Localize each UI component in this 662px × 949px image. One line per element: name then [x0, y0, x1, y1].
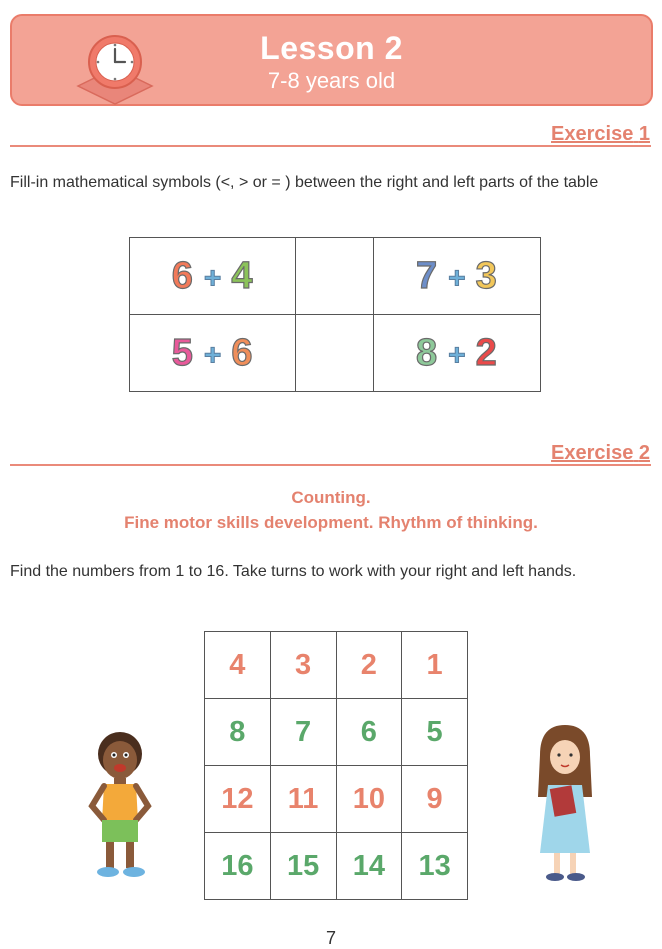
grid-cell[interactable]: 5 [402, 699, 468, 766]
grid-cell[interactable]: 13 [402, 833, 468, 900]
table-row [205, 833, 468, 900]
exercise-1-label-number: 1 [638, 123, 650, 145]
right-expression [373, 315, 540, 392]
exercise-2-subheading: Fine motor skills development. Rhythm of thinking. [124, 513, 538, 532]
lesson-title: Lesson 2 [260, 30, 403, 66]
grid-cell[interactable]: 10 [336, 766, 402, 833]
grid-cell[interactable]: 14 [336, 833, 402, 900]
grid-cell[interactable]: 9 [402, 766, 468, 833]
table-row [130, 238, 541, 315]
operand-a: 7 [415, 254, 439, 297]
operand-b: 6 [231, 331, 254, 374]
comparison-table [129, 237, 541, 392]
grid-cell[interactable]: 15 [270, 833, 336, 900]
age-subtitle: 7-8 years old [267, 68, 396, 93]
exercise-2-label [551, 442, 650, 465]
operand-b: 2 [475, 331, 498, 374]
grid-cell[interactable]: 12 [205, 766, 271, 833]
operand-b: 4 [231, 254, 254, 297]
lesson-banner [10, 14, 653, 106]
grid-cell[interactable]: 6 [336, 699, 402, 766]
left-expression [130, 315, 296, 392]
grid-cell[interactable]: 3 [270, 632, 336, 699]
exercise-1-label [551, 123, 650, 146]
plus-sign: + [448, 338, 466, 372]
grid-cell[interactable]: 8 [205, 699, 271, 766]
exercise-1-label-text: Exercise [551, 123, 634, 145]
grid-cell[interactable]: 1 [402, 632, 468, 699]
grid-cell[interactable]: 4 [205, 632, 271, 699]
girl-illustration [530, 725, 600, 883]
operand-a: 6 [171, 254, 194, 297]
right-expression [373, 238, 540, 315]
grid-cell[interactable]: 16 [205, 833, 271, 900]
table-row [205, 766, 468, 833]
grid-cell[interactable]: 2 [336, 632, 402, 699]
boy-illustration [84, 724, 156, 880]
exercise-2-label-text: Exercise [551, 442, 634, 464]
plus-sign: + [203, 261, 222, 295]
exercise-2-instruction: Find the numbers from 1 to 16. Take turns to work with your right and left hands. [10, 563, 577, 580]
left-expression [130, 238, 296, 315]
grid-cell[interactable]: 11 [270, 766, 336, 833]
operand-a: 8 [415, 331, 439, 374]
symbol-blank-cell[interactable] [296, 315, 374, 392]
plus-sign: + [448, 261, 466, 295]
operand-b: 3 [475, 254, 498, 297]
page-number: 7 [325, 928, 336, 948]
plus-sign: + [203, 338, 222, 372]
number-grid [204, 631, 468, 900]
operand-a: 5 [171, 331, 194, 374]
grid-cell[interactable]: 7 [270, 699, 336, 766]
exercise-2-heading: Counting. [291, 488, 371, 507]
table-row [205, 699, 468, 766]
exercise-2-label-number: 2 [638, 442, 650, 464]
table-row [205, 632, 468, 699]
symbol-blank-cell[interactable] [296, 238, 374, 315]
exercise-1-instruction: Fill-in mathematical symbols (<, > or = ) between the right and left parts of the table [10, 174, 599, 191]
table-row [130, 315, 541, 392]
